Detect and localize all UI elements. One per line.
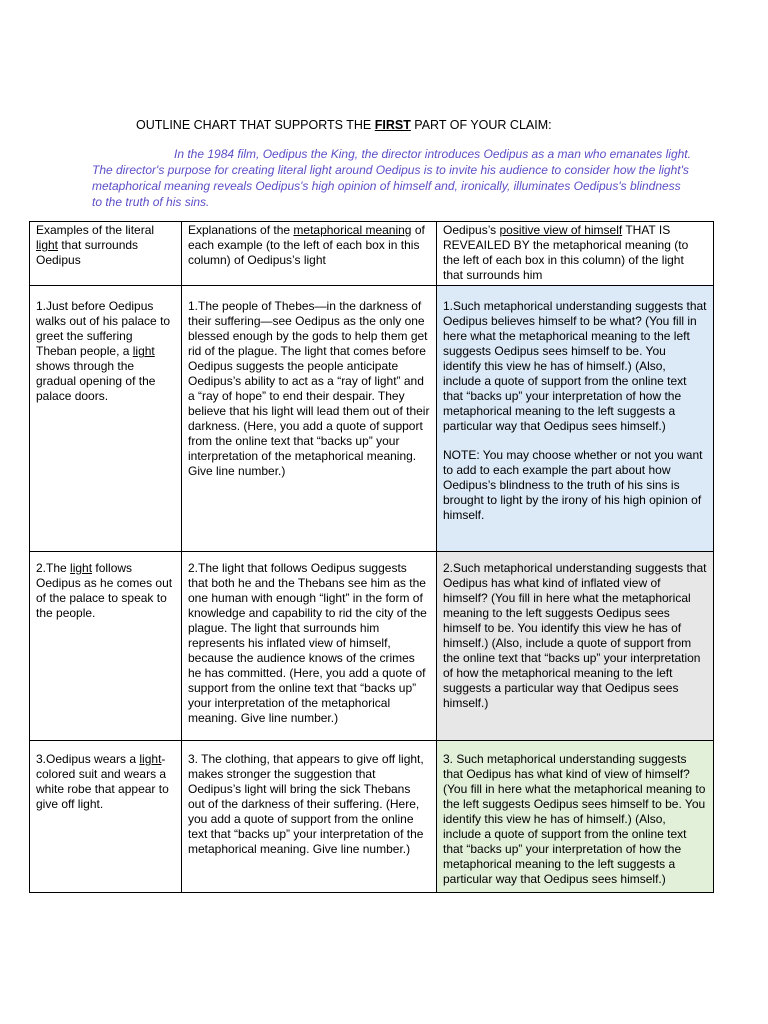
row3-metaphor-cell: 3. The clothing, that appears to give off light, makes stronger the suggestion that Oedipus’s light will bring the sick Thebans out of the darkness of their suffering. (Here, you add a quote of support from the online text that “backs up” your interpretation of the metaphorical meaning. Give line number.) — [182, 741, 437, 893]
row2-view-cell: 2.Such metaphorical understanding suggests that Oedipus has what kind of inflated view of himself? (You fill in here what the metaphorical meaning to the left suggests Oedipus sees himself to be. You identify this view he has of himself.) (Also, include a quote of support from the online text that “backs up” your interpretation of how the metaphorical meaning to the left suggests a particular way that Oedipus sees himself.) — [437, 552, 714, 741]
table-row — [30, 286, 714, 552]
row1-metaphor-cell: 1.The people of Thebes—in the darkness of their suffering—see Oedipus as the only one blessed enough by the gods to help them get rid of the plague. The light that comes before Oedipus suggests the people anticipate Oedipus’s ability to act as a “ray of light” and a “ray of hope” to end their despair. They believe that his light will lead them out of their darkness. (Here, you add a quote of support from the online text that “backs up” your interpretation of the metaphorical meaning. Give line number.) — [182, 286, 437, 552]
header-row — [30, 222, 714, 286]
header-cell-metaphorical-meaning: Explanations of the metaphorical meaning of each example (to the left of each box in this column) of Oedipus’s light — [182, 222, 437, 286]
table-row — [30, 741, 714, 893]
row3-view-cell: 3. Such metaphorical understanding suggests that Oedipus has what kind of view of himself? (You fill in here what the metaphorical meaning to the left suggests Oedipus sees himself to be. You identify this view he has of himself.) (Also, include a quote of support from the online text that “backs up” your interpretation of how the metaphorical meaning to the left suggests a particular way that Oedipus sees himself.) — [437, 741, 714, 893]
row2-metaphor-cell: 2.The light that follows Oedipus suggests that both he and the Thebans see him as the one human with enough “light” in the form of knowledge and capability to rid the city of the plague. The light that surrounds him represents his inflated view of himself, because the audience knows of the crimes he has committed. (Here, you add a quote of support from the online text that “backs up” your interpretation of the metaphorical meaning. Give line number.) — [182, 552, 437, 741]
row3-literal-cell: 3.Oedipus wears a light-colored suit and wears a white robe that appear to give off light. — [30, 741, 182, 893]
page-heading — [136, 118, 552, 132]
header-cell-positive-view: Oedipus’s positive view of himself THAT IS REVEAILED BY the metaphorical meaning (to the left of each box in this column) of the light that surrounds him — [437, 222, 714, 286]
header-cell-literal-light: Examples of the literal light that surrounds Oedipus — [30, 222, 182, 286]
outline-chart — [29, 221, 714, 893]
row2-literal-cell: 2.The light follows Oedipus as he comes out of the palace to speak to the people. — [30, 552, 182, 741]
table-row — [30, 552, 714, 741]
heading-suffix: PART OF YOUR CLAIM: — [410, 118, 552, 132]
row1-note: NOTE: You may choose whether or not you want to add to each example the part about how Oedipus’s blindness to the truth of his sins is brought to light by the irony of his high opinion of himself. — [443, 448, 703, 522]
row1-literal-cell: 1.Just before Oedipus walks out of his palace to greet the suffering Theban people, a light shows through the gradual opening of the palace doors. — [30, 286, 182, 552]
heading-emphasis: FIRST — [374, 118, 411, 132]
heading-prefix: OUTLINE CHART THAT SUPPORTS THE — [136, 118, 375, 132]
row1-view-cell: 1.Such metaphorical understanding suggests that Oedipus believes himself to be what? (You fill in here what the metaphorical meaning to the left suggests Oedipus sees himself to be. You identify this view he has of himself.) (Also, include a quote of support from the online text that “backs up” your interpretation of how the metaphorical meaning to the left suggests a particular way that Oedipus sees himself.) NOTE: You may choose whether or not you want to add to each example the part about how Oedipus’s blindness to the truth of his sins is brought to light by the irony of his high opinion of himself. — [437, 286, 714, 552]
claim-paragraph: In the 1984 film, Oedipus the King, the director introduces Oedipus as a man who emanates light. The director's purpose for creating literal light around Oedipus is to invite his audience to consider how the light's metaphorical meaning reveals Oedipus's high opinion of himself and, ironically, illuminates Oedipus's blindness to the truth of his sins. — [92, 147, 691, 209]
